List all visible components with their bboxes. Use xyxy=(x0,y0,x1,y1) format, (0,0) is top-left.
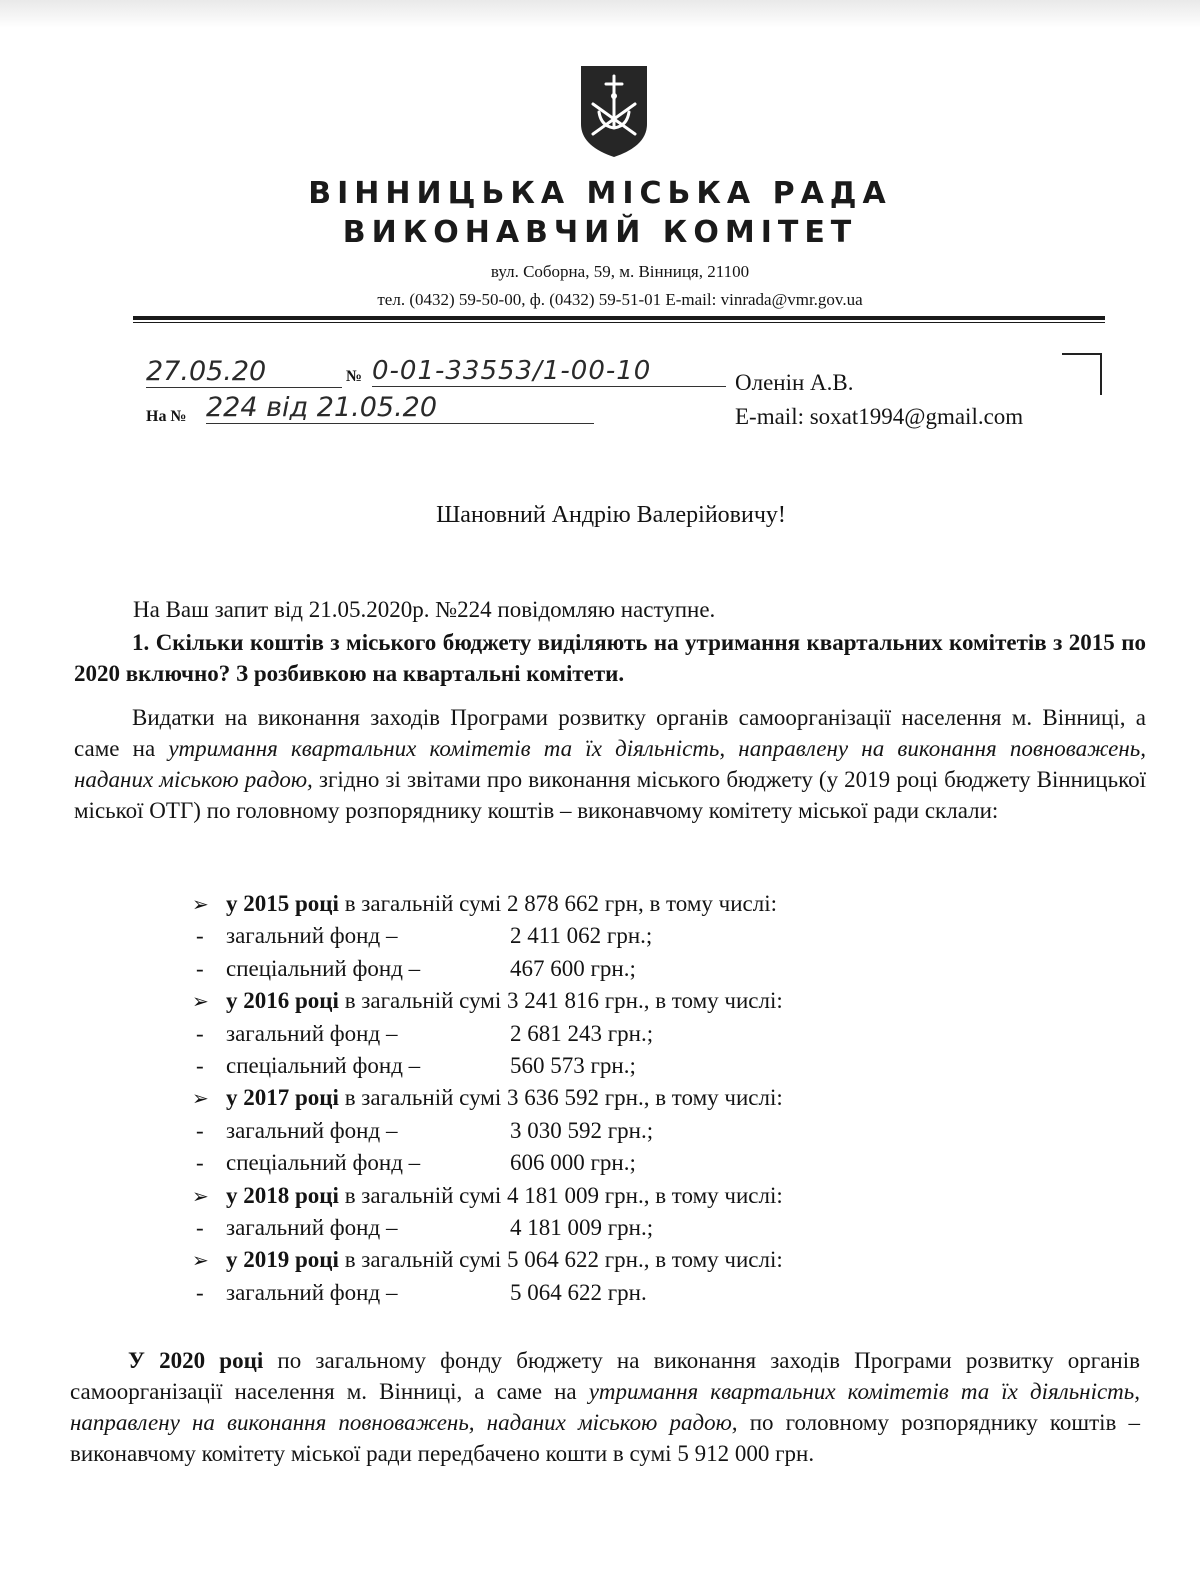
plan-text-end: по головному розпоряднику коштів – виконавчому комітету міської ради передбачено кошти в сумі 5 912 000 грн. xyxy=(70,1410,1140,1466)
salutation: Шановний Андрію Валерійовичу! xyxy=(436,502,786,528)
arrowhead-bullet-icon: ➢ xyxy=(192,1183,209,1208)
organization-address: вул. Соборна, 59, м. Вінниця, 21100 xyxy=(490,262,750,281)
yearly-expenses-list xyxy=(192,888,992,1309)
year-label: у 2018 році xyxy=(226,1182,339,1208)
header-divider-thin xyxy=(133,322,1105,323)
fund-amount: 3 030 592 грн.; xyxy=(510,1117,654,1143)
year-label: у 2019 році xyxy=(226,1247,339,1273)
year-label: у 2015 році xyxy=(226,891,339,916)
organization-division: ВИКОНАВЧИЙ КОМІТЕТ xyxy=(342,215,858,250)
plan-year-label: У 2020 році xyxy=(128,1348,264,1373)
number-sign-label: № xyxy=(346,368,363,385)
question-paragraph: 1. Скільки коштів з міського бюджету виділяють на утримання квартальних комітетів з 2015 по 2020 включно? З розбивкою на квартальні комітети. xyxy=(74,630,1146,686)
year-total: в загальній сумі 4 181 009 грн., в тому числі: xyxy=(338,1182,783,1208)
outgoing-number: 0-01-33553/1-00-10 xyxy=(372,356,726,387)
dash-bullet: - xyxy=(196,1279,204,1305)
list-item xyxy=(192,888,992,920)
fund-label: загальний фонд – xyxy=(226,1214,398,1240)
year-label: у 2017 році xyxy=(226,1085,339,1111)
fund-amount: 467 600 грн.; xyxy=(510,955,636,981)
year-total: в загальній сумі 3 241 816 грн., в тому числі: xyxy=(338,988,783,1014)
list-item xyxy=(192,1082,992,1114)
fund-label: спеціальний фонд – xyxy=(226,1150,421,1176)
list-item xyxy=(192,1115,992,1147)
fund-amount: 5 064 622 грн. xyxy=(510,1279,647,1305)
fund-label: спеціальний фонд – xyxy=(226,1052,421,1078)
dash-bullet: - xyxy=(196,955,204,981)
year-label: у 2016 році xyxy=(226,988,339,1014)
dash-bullet: - xyxy=(196,1214,204,1240)
list-item xyxy=(192,1277,992,1309)
dash-bullet: - xyxy=(196,1020,204,1046)
arrowhead-bullet-icon: ➢ xyxy=(192,892,209,916)
organization-contacts: тел. (0432) 59-50-00, ф. (0432) 59-51-01 E-mail: vinrada@vmr.gov.ua xyxy=(377,290,863,309)
address-corner-mark xyxy=(1062,353,1102,395)
list-item xyxy=(192,1212,992,1244)
fund-amount: 2 411 062 грн.; xyxy=(510,923,653,949)
dash-bullet: - xyxy=(196,1052,204,1078)
fund-label: загальний фонд – xyxy=(226,1117,398,1143)
outgoing-date: 27.05.20 xyxy=(146,356,342,388)
recipient-name: Оленін А.В. xyxy=(735,370,854,395)
fund-label: загальний фонд – xyxy=(226,923,398,949)
dash-bullet: - xyxy=(196,1150,204,1176)
fund-label: загальний фонд – xyxy=(226,1020,398,1046)
header-divider-thick xyxy=(133,316,1105,320)
arrowhead-bullet-icon: ➢ xyxy=(192,989,209,1014)
arrowhead-bullet-icon: ➢ xyxy=(192,1248,209,1273)
year-total: в загальній сумі 3 636 592 грн., в тому числі: xyxy=(338,1085,783,1111)
list-item xyxy=(192,920,992,952)
list-item xyxy=(192,1244,992,1276)
plan-text-start: по загальному фонду бюджету на виконання заходів Програми розвитку органів самоорганізації населення м. Вінниці, а саме на xyxy=(70,1348,1140,1404)
arrowhead-bullet-icon: ➢ xyxy=(192,1086,209,1111)
fund-label: загальний фонд – xyxy=(226,1279,398,1305)
coat-of-arms-icon xyxy=(579,64,649,159)
plan-text-italic: утримання квартальних комітетів та їх діяльність, направлену на виконання повноважень, наданих міською радою, xyxy=(70,1379,1141,1435)
fund-amount: 560 573 грн.; xyxy=(510,1052,636,1078)
fund-amount: 4 181 009 грн.; xyxy=(510,1214,654,1240)
fund-amount: 2 681 243 грн.; xyxy=(510,1020,654,1046)
organization-name: ВІННИЦЬКА МІСЬКА РАДА xyxy=(308,176,892,211)
list-item xyxy=(192,1147,992,1179)
dash-bullet: - xyxy=(196,923,204,949)
list-item xyxy=(192,1180,992,1212)
dash-bullet: - xyxy=(196,1117,204,1143)
expenses-text-start: Видатки на виконання заходів Програми розвитку органів самоорганізації населення м. Вінниці, а саме на xyxy=(74,705,1146,761)
fund-amount: 606 000 грн.; xyxy=(510,1150,636,1176)
list-item xyxy=(192,953,992,985)
intro-paragraph: На Ваш запит від 21.05.2020р. №224 повідомляю наступне. xyxy=(133,597,716,622)
reference-label: На № xyxy=(146,408,187,425)
expenses-text-italic: утримання квартальних комітетів та їх діяльність, направлену на виконання повноважень, наданих міською радою, xyxy=(74,736,1147,792)
recipient-email: E-mail: soxat1994@gmail.com xyxy=(735,404,1024,429)
plan-2020-paragraph xyxy=(70,1345,1140,1469)
year-total: в загальній сумі 5 064 622 грн., в тому числі: xyxy=(338,1247,783,1273)
year-total: в загальній сумі 2 878 662 грн, в тому числі: xyxy=(338,891,778,916)
fund-label: спеціальний фонд – xyxy=(226,955,421,981)
list-item xyxy=(192,1050,992,1082)
list-item xyxy=(192,1018,992,1050)
expenses-text-end: згідно зі звітами про виконання міського бюджету (у 2019 році бюджету Вінницької міської ОТГ) по головному розпоряднику коштів – виконавчому комітету міської ради склали: xyxy=(74,767,1146,823)
list-item xyxy=(192,985,992,1017)
reference-number: 224 від 21.05.20 xyxy=(206,392,594,424)
expenses-paragraph xyxy=(74,702,1146,826)
